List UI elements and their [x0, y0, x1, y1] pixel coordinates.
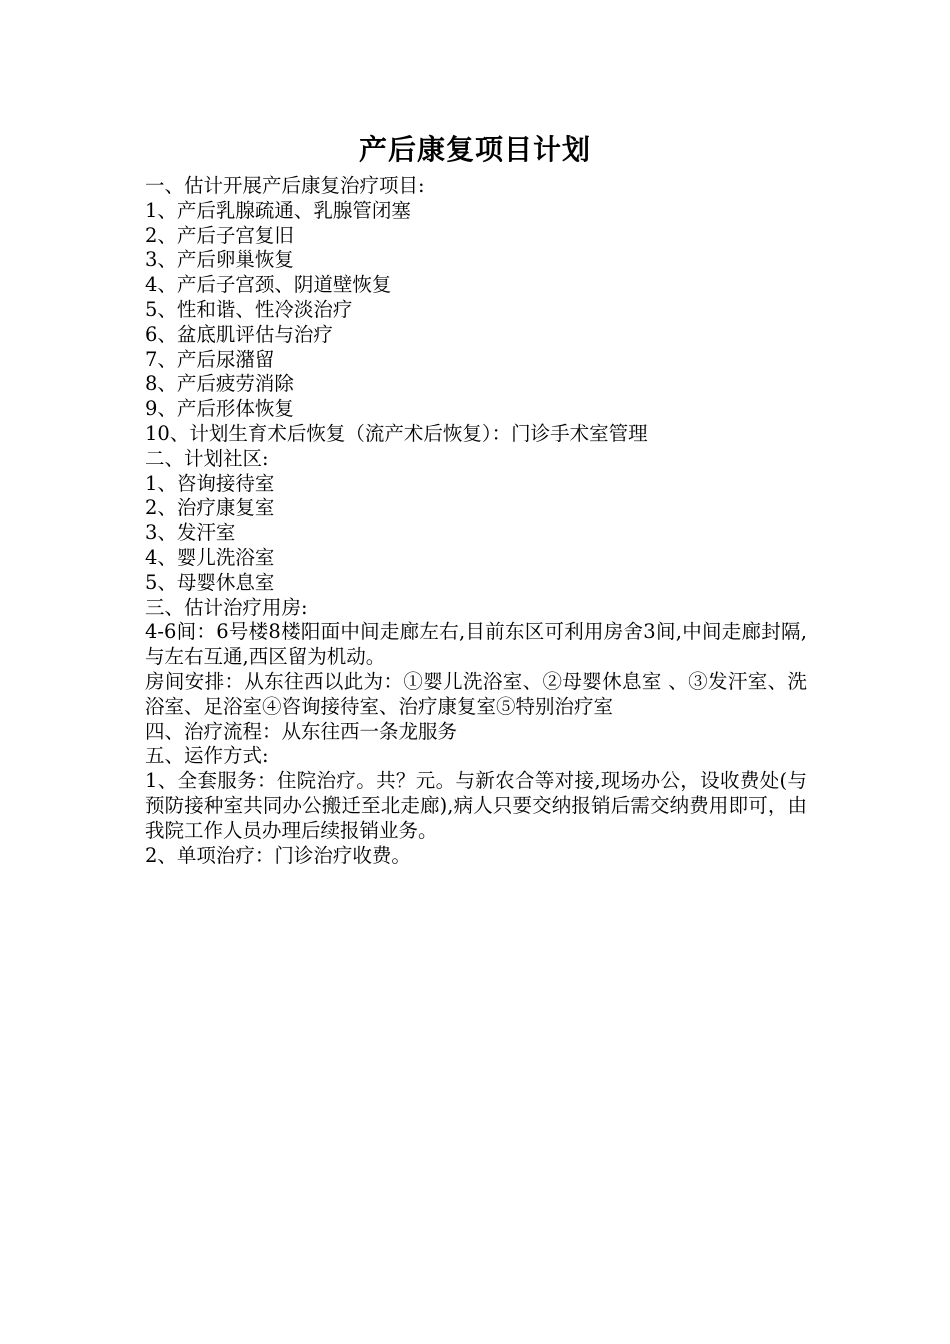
paragraph-rooms: 4-6间：6号楼8楼阳面中间走廊左右,目前东区可利用房舍3间,中间走廊封隔,与左右互通,西区留为机动。 — [145, 620, 807, 669]
list-item: 2、产后子宫复旧 — [145, 223, 294, 247]
list-item: 4、产后子宫颈、阴道壁恢复 — [145, 273, 392, 297]
document-body — [145, 174, 807, 868]
list-item: 9、产后形体恢复 — [145, 397, 294, 421]
list-item: 1、产后乳腺疏通、乳腺管闭塞 — [145, 198, 411, 222]
list-item: 3、产后卵巢恢复 — [145, 248, 294, 272]
list-item: 1、咨询接待室 — [145, 471, 275, 495]
list-item: 5、母婴休息室 — [145, 570, 275, 594]
list-item: 2、单项治疗：门诊治疗收费。 — [145, 843, 411, 867]
section-heading-rooms: 三、估计治疗用房: — [145, 595, 308, 619]
document-title: 产后康复项目计划 — [358, 133, 591, 166]
list-item: 4、婴儿洗浴室 — [145, 545, 275, 569]
list-item: 6、盆底肌评估与治疗 — [145, 322, 333, 346]
list-item: 7、产后尿潴留 — [145, 347, 275, 371]
paragraph-full-service: 1、全套服务：住院治疗。共？元。与新农合等对接,现场办公，设收费处(与预防接种室共同办公搬迁至北走廊),病人只要交纳报销后需交纳费用即可，由我院工作人员办理后续报销业务。 — [145, 769, 807, 842]
paragraph-room-layout: 房间安排：从东往西以此为：①婴儿洗浴室、②母婴休息室 、③发汗室、洗浴室、足浴室④咨询接待室、治疗康复室⑤特别治疗室 — [145, 669, 807, 718]
list-item: 10、计划生育术后恢复（流产术后恢复）：门诊手术室管理 — [145, 421, 648, 445]
section-heading-operation: 五、运作方式: — [145, 744, 269, 768]
list-item: 2、治疗康复室 — [145, 496, 275, 520]
section-heading-community: 二、计划社区: — [145, 446, 269, 470]
list-item: 8、产后疲劳消除 — [145, 372, 294, 396]
section-heading-flow: 四、治疗流程：从东往西一条龙服务 — [145, 719, 458, 743]
section-heading-projects: 一、估计开展产后康复治疗项目: — [145, 174, 425, 197]
list-item: 3、发汗室 — [145, 521, 236, 545]
list-item: 5、性和谐、性冷淡治疗 — [145, 297, 353, 321]
